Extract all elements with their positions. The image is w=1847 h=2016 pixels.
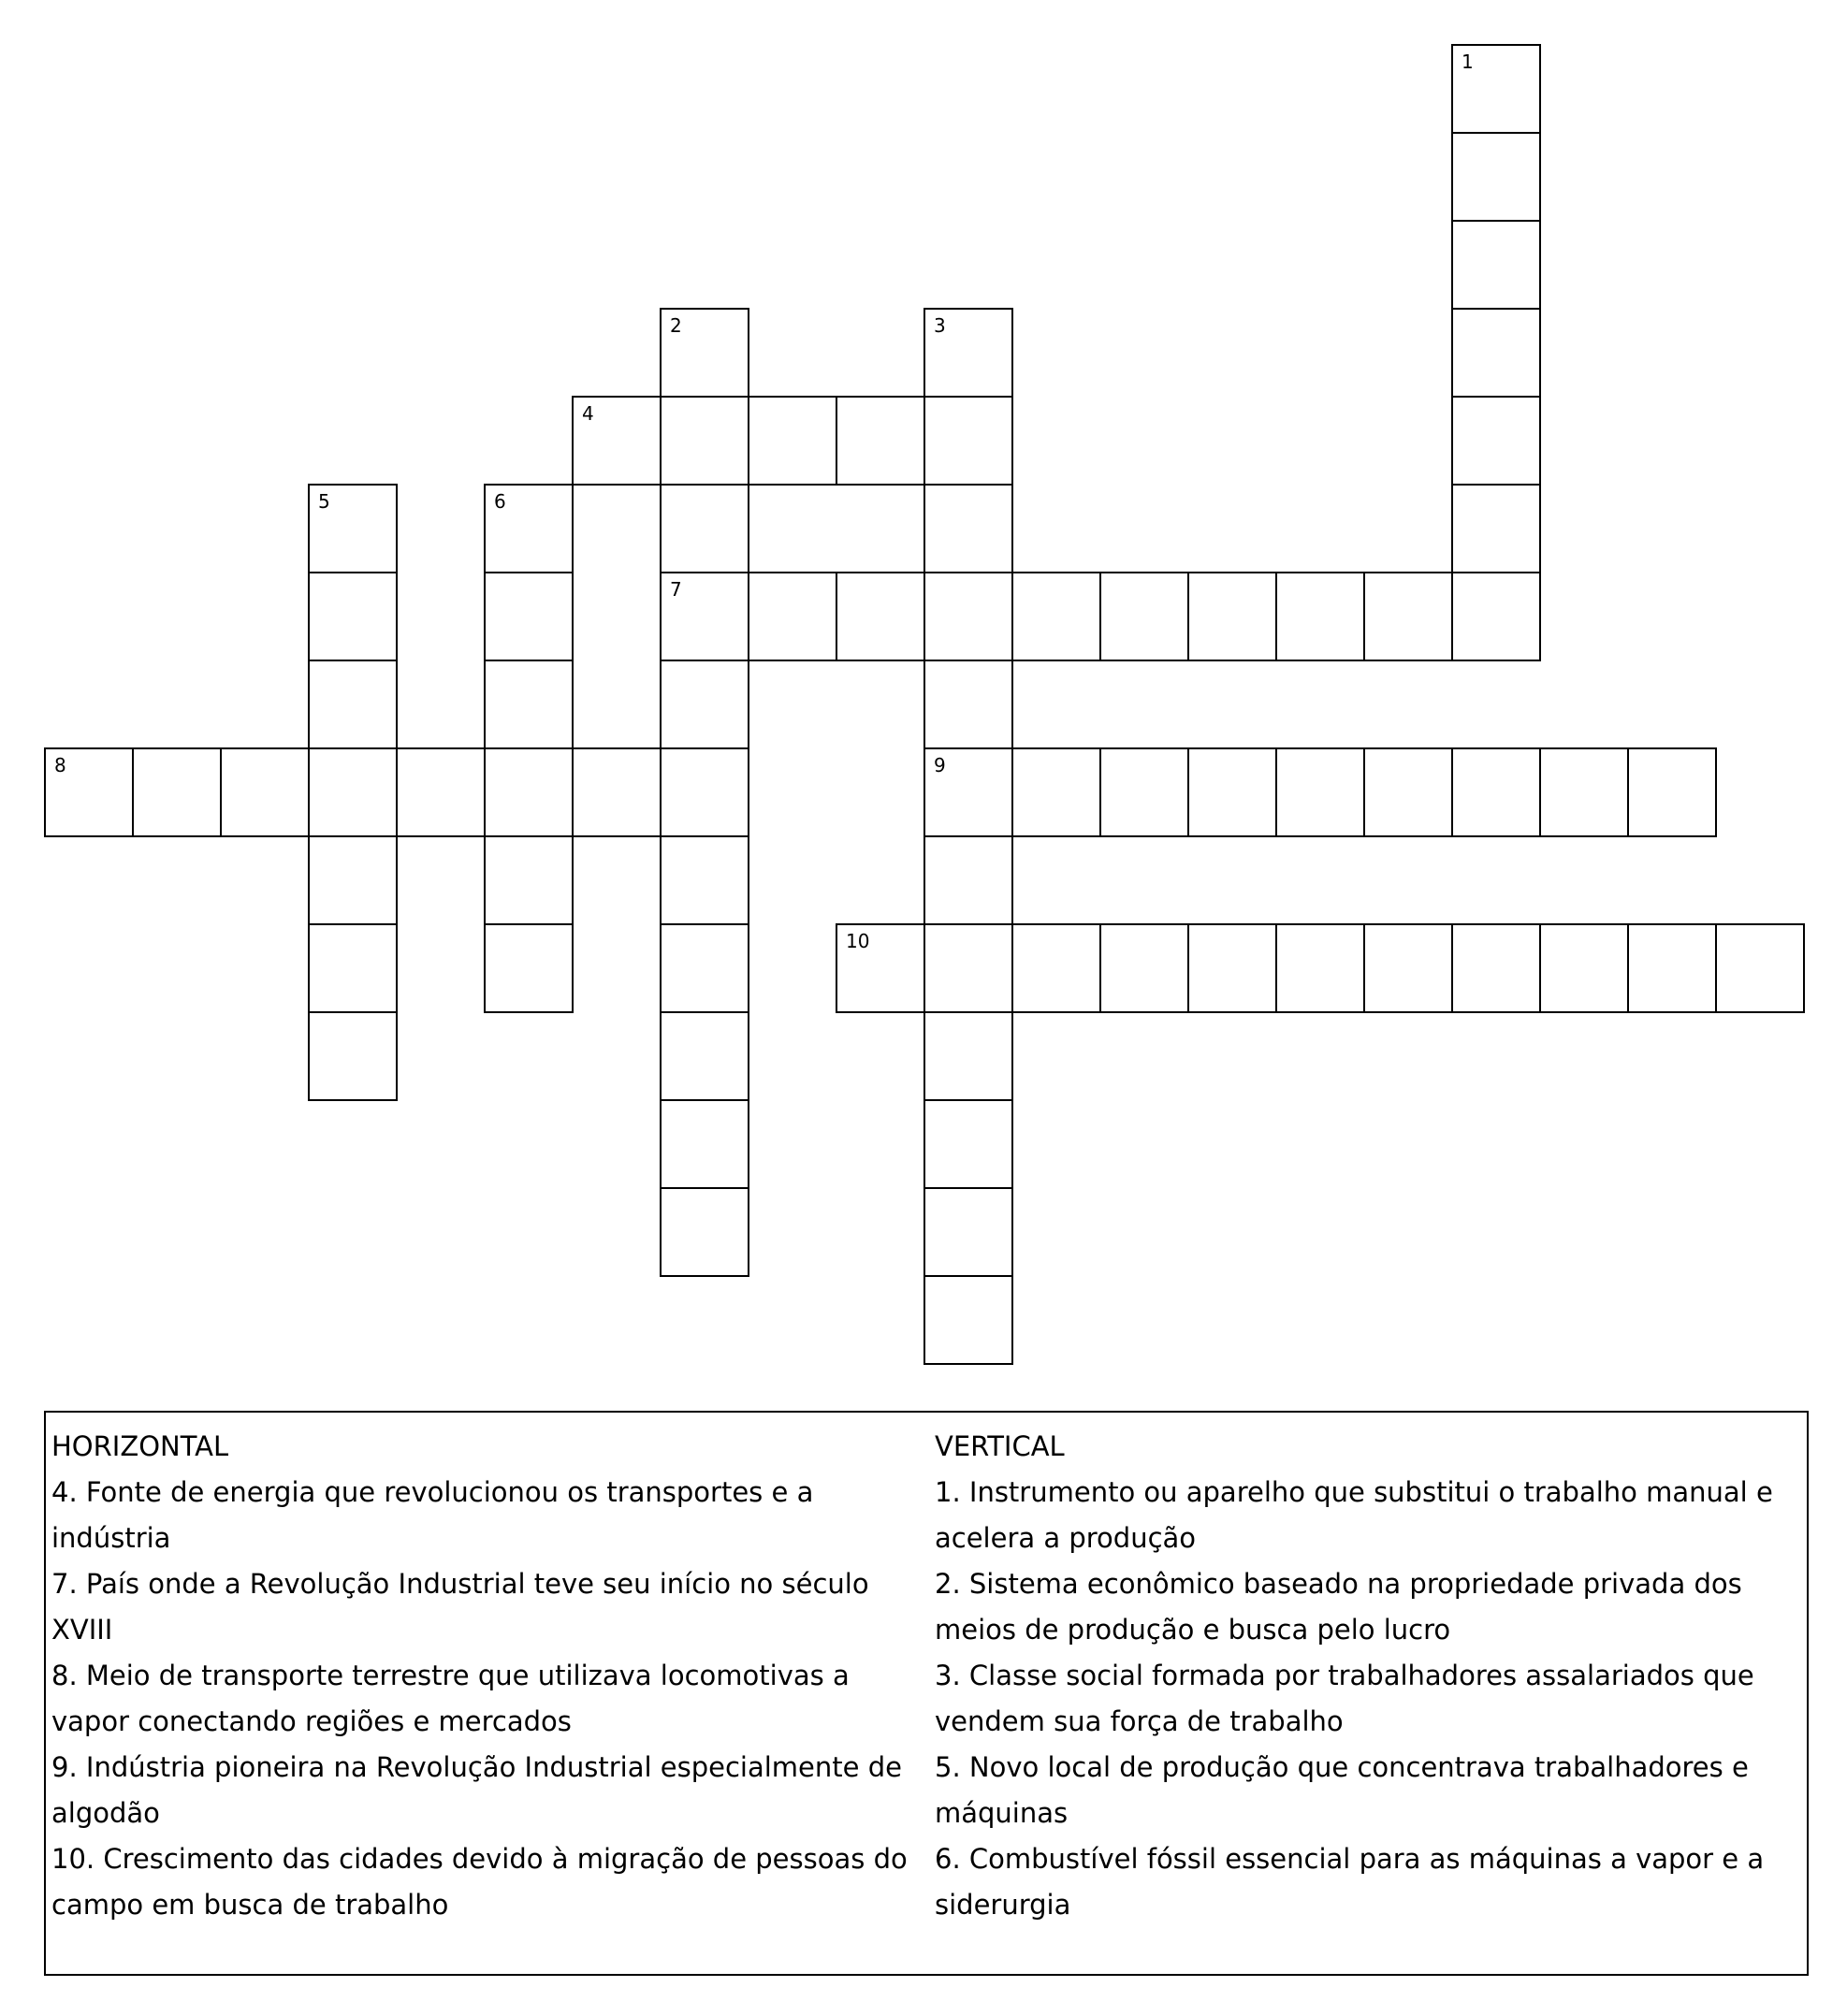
grid-cell-r8-c15[interactable] [1363, 747, 1453, 837]
clue-number: 5 [318, 490, 330, 513]
grid-cell-r10-c5[interactable] [484, 923, 574, 1013]
grid-cell-r10-c19[interactable] [1715, 923, 1805, 1013]
grid-cell-r6-c9[interactable] [836, 572, 925, 661]
grid-cell-r8-c18[interactable] [1627, 747, 1717, 837]
grid-cell-r10-c11[interactable] [1011, 923, 1101, 1013]
grid-cell-r7-c5[interactable] [484, 660, 574, 749]
clue-across-10: 10. Crescimento das cidades devido à migração de pessoas do campo em busca de trabalho [51, 1843, 908, 1921]
grid-cell-r8-c7[interactable] [660, 747, 749, 837]
grid-cell-r4-c8[interactable] [748, 396, 837, 486]
grid-cell-r3-c10[interactable] [924, 308, 1013, 398]
grid-cell-r10-c10[interactable] [924, 923, 1013, 1013]
grid-cell-r8-c11[interactable] [1011, 747, 1101, 837]
horizontal-clues [51, 1424, 926, 1928]
clue-down-5: 5. Novo local de produção que concentrava trabalhadores e máquinas [935, 1751, 1749, 1829]
grid-cell-r13-c10[interactable] [924, 1187, 1013, 1277]
grid-cell-r5-c7[interactable] [660, 484, 749, 573]
clue-down-3: 3. Classe social formada por trabalhadores assalariados que vendem sua força de trabalho [935, 1660, 1754, 1737]
grid-cell-r4-c16[interactable] [1451, 396, 1541, 486]
grid-cell-r5-c16[interactable] [1451, 484, 1541, 573]
grid-cell-r6-c14[interactable] [1275, 572, 1365, 661]
grid-cell-r8-c4[interactable] [396, 747, 486, 837]
grid-cell-r3-c7[interactable] [660, 308, 749, 398]
grid-cell-r5-c3[interactable] [308, 484, 398, 573]
grid-cell-r8-c5[interactable] [484, 747, 574, 837]
grid-cell-r11-c7[interactable] [660, 1011, 749, 1101]
grid-cell-r4-c6[interactable] [572, 396, 662, 486]
grid-cell-r6-c5[interactable] [484, 572, 574, 661]
clue-across-8: 8. Meio de transporte terrestre que utilizava locomotivas a vapor conectando regiões e mercados [51, 1660, 850, 1737]
clue-down-2: 2. Sistema econômico baseado na propriedade privada dos meios de produção e busca pelo lucro [935, 1568, 1742, 1646]
grid-cell-r8-c0[interactable] [44, 747, 134, 837]
grid-cell-r6-c8[interactable] [748, 572, 837, 661]
grid-cell-r10-c18[interactable] [1627, 923, 1717, 1013]
clue-across-7: 7. País onde a Revolução Industrial teve seu início no século XVIII [51, 1568, 869, 1646]
grid-cell-r10-c17[interactable] [1539, 923, 1629, 1013]
grid-cell-r1-c16[interactable] [1451, 132, 1541, 222]
grid-cell-r12-c10[interactable] [924, 1099, 1013, 1189]
grid-cell-r10-c15[interactable] [1363, 923, 1453, 1013]
grid-cell-r10-c3[interactable] [308, 923, 398, 1013]
grid-cell-r4-c10[interactable] [924, 396, 1013, 486]
grid-cell-r7-c3[interactable] [308, 660, 398, 749]
grid-cell-r6-c10[interactable] [924, 572, 1013, 661]
grid-cell-r11-c10[interactable] [924, 1011, 1013, 1101]
grid-cell-r8-c12[interactable] [1099, 747, 1189, 837]
grid-cell-r9-c5[interactable] [484, 835, 574, 925]
clue-number: 3 [934, 314, 946, 337]
grid-cell-r11-c3[interactable] [308, 1011, 398, 1101]
clue-down-1: 1. Instrumento ou aparelho que substitui o trabalho manual e acelera a produção [935, 1476, 1773, 1554]
grid-cell-r6-c7[interactable] [660, 572, 749, 661]
grid-cell-r8-c14[interactable] [1275, 747, 1365, 837]
clue-number: 6 [494, 490, 506, 513]
clue-number: 1 [1462, 51, 1474, 73]
grid-cell-r4-c9[interactable] [836, 396, 925, 486]
vertical-heading: VERTICAL [935, 1430, 1065, 1462]
clue-across-9: 9. Indústria pioneira na Revolução Industrial especialmente de algodão [51, 1751, 902, 1829]
clue-number: 2 [670, 314, 682, 337]
grid-cell-r8-c2[interactable] [220, 747, 310, 837]
grid-cell-r8-c13[interactable] [1187, 747, 1277, 837]
grid-cell-r6-c16[interactable] [1451, 572, 1541, 661]
grid-cell-r10-c9[interactable] [836, 923, 925, 1013]
grid-cell-r7-c7[interactable] [660, 660, 749, 749]
grid-cell-r8-c16[interactable] [1451, 747, 1541, 837]
grid-cell-r10-c16[interactable] [1451, 923, 1541, 1013]
grid-cell-r8-c3[interactable] [308, 747, 398, 837]
grid-cell-r10-c7[interactable] [660, 923, 749, 1013]
grid-cell-r9-c3[interactable] [308, 835, 398, 925]
grid-cell-r7-c10[interactable] [924, 660, 1013, 749]
grid-cell-r4-c7[interactable] [660, 396, 749, 486]
grid-cell-r13-c7[interactable] [660, 1187, 749, 1277]
grid-cell-r8-c17[interactable] [1539, 747, 1629, 837]
grid-cell-r14-c10[interactable] [924, 1275, 1013, 1365]
grid-cell-r3-c16[interactable] [1451, 308, 1541, 398]
grid-cell-r10-c14[interactable] [1275, 923, 1365, 1013]
clues-panel [44, 1411, 1809, 1976]
clue-across-4: 4. Fonte de energia que revolucionou os transportes e a indústria [51, 1476, 814, 1554]
grid-cell-r6-c3[interactable] [308, 572, 398, 661]
horizontal-heading: HORIZONTAL [51, 1430, 229, 1462]
grid-cell-r0-c16[interactable] [1451, 44, 1541, 134]
vertical-clues [935, 1424, 1805, 1928]
grid-cell-r6-c11[interactable] [1011, 572, 1101, 661]
grid-cell-r6-c13[interactable] [1187, 572, 1277, 661]
grid-cell-r9-c10[interactable] [924, 835, 1013, 925]
grid-cell-r10-c13[interactable] [1187, 923, 1277, 1013]
grid-cell-r8-c10[interactable] [924, 747, 1013, 837]
grid-cell-r12-c7[interactable] [660, 1099, 749, 1189]
grid-cell-r8-c6[interactable] [572, 747, 662, 837]
clue-number: 10 [846, 930, 870, 952]
grid-cell-r8-c1[interactable] [132, 747, 222, 837]
clue-down-6: 6. Combustível fóssil essencial para as máquinas a vapor e a siderurgia [935, 1843, 1765, 1921]
grid-cell-r6-c12[interactable] [1099, 572, 1189, 661]
grid-cell-r2-c16[interactable] [1451, 220, 1541, 310]
clue-number: 7 [670, 578, 682, 601]
clue-number: 9 [934, 754, 946, 776]
grid-cell-r10-c12[interactable] [1099, 923, 1189, 1013]
clue-number: 8 [54, 754, 66, 776]
clue-number: 4 [582, 402, 594, 425]
grid-cell-r5-c5[interactable] [484, 484, 574, 573]
grid-cell-r5-c10[interactable] [924, 484, 1013, 573]
grid-cell-r6-c15[interactable] [1363, 572, 1453, 661]
grid-cell-r9-c7[interactable] [660, 835, 749, 925]
